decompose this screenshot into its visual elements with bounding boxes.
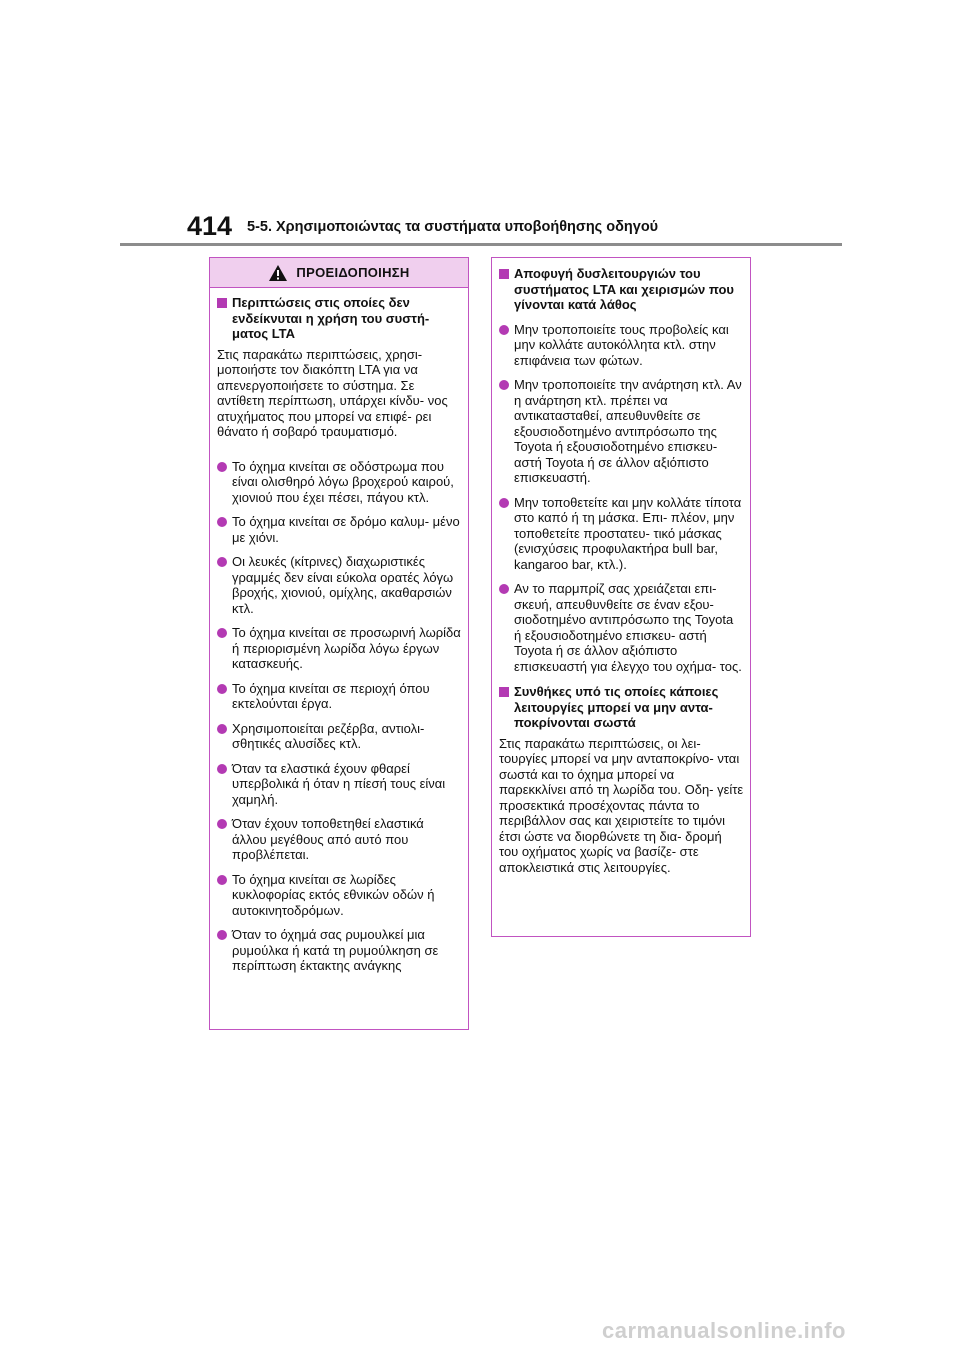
list-item: Όταν το όχημά σας ρυμουλκεί μια ρυμούλκα ή κατά τη ρυμούλκηση σε περίπτωση έκτακτης ανάγκης: [217, 927, 462, 974]
circle-bullet-icon: [499, 498, 509, 508]
circle-bullet-icon: [217, 557, 227, 567]
list-item: Οι λευκές (κίτρινες) διαχωριστικές γραμμές δεν είναι εύκολα ορατές λόγω βροχής, χιονιού, ομίχλης, ακαθαρσιών κτλ.: [217, 554, 462, 616]
page-number: 414: [187, 211, 233, 241]
list-item: Αν το παρμπρίζ σας χρειάζεται επι- σκευή, απευθυνθείτε σε έναν εξου- σιοδοτημένο αντιπρόσωπο της Toyota ή εξουσιοδοτημένο επισκευ- αστή Toyota ή σε άλλον αξιόπιστο επισκευαστή για έλεγχο του οχήμα- τος.: [499, 581, 744, 674]
circle-bullet-icon: [217, 462, 227, 472]
circle-bullet-icon: [499, 325, 509, 335]
circle-bullet-icon: [217, 628, 227, 638]
list-item: Μην τροποποιείτε την ανάρτηση κτλ. Αν η ανάρτηση κτλ. πρέπει να αντικατασταθεί, απευθυνθείτε σε εξουσιοδοτημένο αντιπρόσωπο της Toyota ή εξουσιοδοτημένο επισκευ- αστή Toyota ή σε άλλον αξιόπιστο επισκευαστή.: [499, 377, 744, 486]
list-item: Το όχημα κινείται σε οδόστρωμα που είναι ολισθηρό λόγω βροχερού καιρού, χιονιού που έχει πέσει, πάγου κτλ.: [217, 459, 462, 506]
circle-bullet-icon: [217, 764, 227, 774]
square-bullet-icon: [217, 298, 227, 308]
warning-triangle-icon: [268, 264, 288, 282]
list-item: Όταν τα ελαστικά έχουν φθαρεί υπερβολικά ή όταν η πίεσή τους είναι χαμηλή.: [217, 761, 462, 808]
circle-bullet-icon: [499, 380, 509, 390]
warning-intro: Στις παρακάτω περιπτώσεις, χρησι- μοποιήστε τον διακόπτη LTA για να απενεργοποιήσετε το σύστημα. Σε αντίθετη περίπτωση, υπάρχει κίνδυ- νος ατυχήματος που μπορεί να επιφέ- ρει θάνατο ή σοβαρό τραυματισμό.: [217, 346, 448, 439]
section-heading-conditions: Συνθήκες υπό τις οποίες κάποιες λειτουργίες μπορεί να μην αντα- ποκρίνονται σωστά: [499, 684, 744, 731]
list-item: Το όχημα κινείται σε περιοχή όπου εκτελούνται έργα.: [217, 681, 462, 712]
conditions-paragraph: Στις παρακάτω περιπτώσεις, οι λει- τουργίες μπορεί να μην ανταποκρίνο- νται σωστά και το όχημα μπορεί να παρεκκλίνει από τη λωρίδα του. Οδη- γείτε προσεκτικά προσέχοντας πάντα το περιβάλλον σας και χειριστείτε το τιμόνι έτσι ώστε να διορθώνετε τη δια- δρομή του οχήματος χωρίς να βασίζε- στε αποκλειστικά στις λειτουργίες.: [499, 735, 744, 875]
list-item: Χρησιμοποιείται ρεζέρβα, αντιολι- σθητικές αλυσίδες κτλ.: [217, 721, 462, 752]
warning-banner-label: ΠΡΟΕΙΔΟΠΟΙΗΣΗ: [296, 265, 410, 280]
circle-bullet-icon: [217, 684, 227, 694]
list-item: Μην τοποθετείτε και μην κολλάτε τίποτα στο καπό ή τη μάσκα. Επι- πλέον, μην τοποθετείτε προστατευ- τικό μάσκας (ενισχύσεις προφυλακτήρα bull bar, kangaroo bar, κτλ.).: [499, 495, 744, 573]
warning-heading-text: Περιπτώσεις στις οποίες δεν ενδείκνυται η χρήση του συστή- ματος LTA: [232, 295, 430, 341]
warning-heading: [217, 295, 462, 342]
section-title: 5-5. Χρησιμοποιώντας τα συστήματα υποβοήθησης οδηγού: [247, 219, 659, 235]
square-bullet-icon: [499, 269, 509, 279]
circle-bullet-icon: [217, 517, 227, 527]
circle-bullet-icon: [217, 875, 227, 885]
list-item: Το όχημα κινείται σε λωρίδες κυκλοφορίας εκτός εθνικών οδών ή αυτοκινητοδρόμων.: [217, 872, 462, 919]
section-heading-malfunction: Αποφυγή δυσλειτουργιών του συστήματος LTA και χειρισμών που γίνονται κατά λάθος: [499, 266, 744, 313]
continued-warning-box: [491, 257, 751, 937]
list-item: Το όχημα κινείται σε δρόμο καλυμ- μένο με χιόνι.: [217, 514, 462, 545]
list-item: Το όχημα κινείται σε προσωρινή λωρίδα ή περιορισμένη λωρίδα λόγω έργων κατασκευής.: [217, 625, 462, 672]
circle-bullet-icon: [217, 724, 227, 734]
watermark: carmanualsonline.info: [602, 1318, 846, 1343]
warning-box: [209, 257, 469, 1030]
circle-bullet-icon: [217, 819, 227, 829]
header-divider: [120, 243, 842, 246]
list-item: Όταν έχουν τοποθετηθεί ελαστικά άλλου μεγέθους από αυτό που προβλέπεται.: [217, 816, 462, 863]
warning-banner: [210, 258, 468, 288]
circle-bullet-icon: [499, 584, 509, 594]
square-bullet-icon: [499, 687, 509, 697]
list-item: Μην τροποποιείτε τους προβολείς και μην κολλάτε αυτοκόλλητα κτλ. στην επιφάνεια των φώτων.: [499, 322, 744, 369]
circle-bullet-icon: [217, 930, 227, 940]
